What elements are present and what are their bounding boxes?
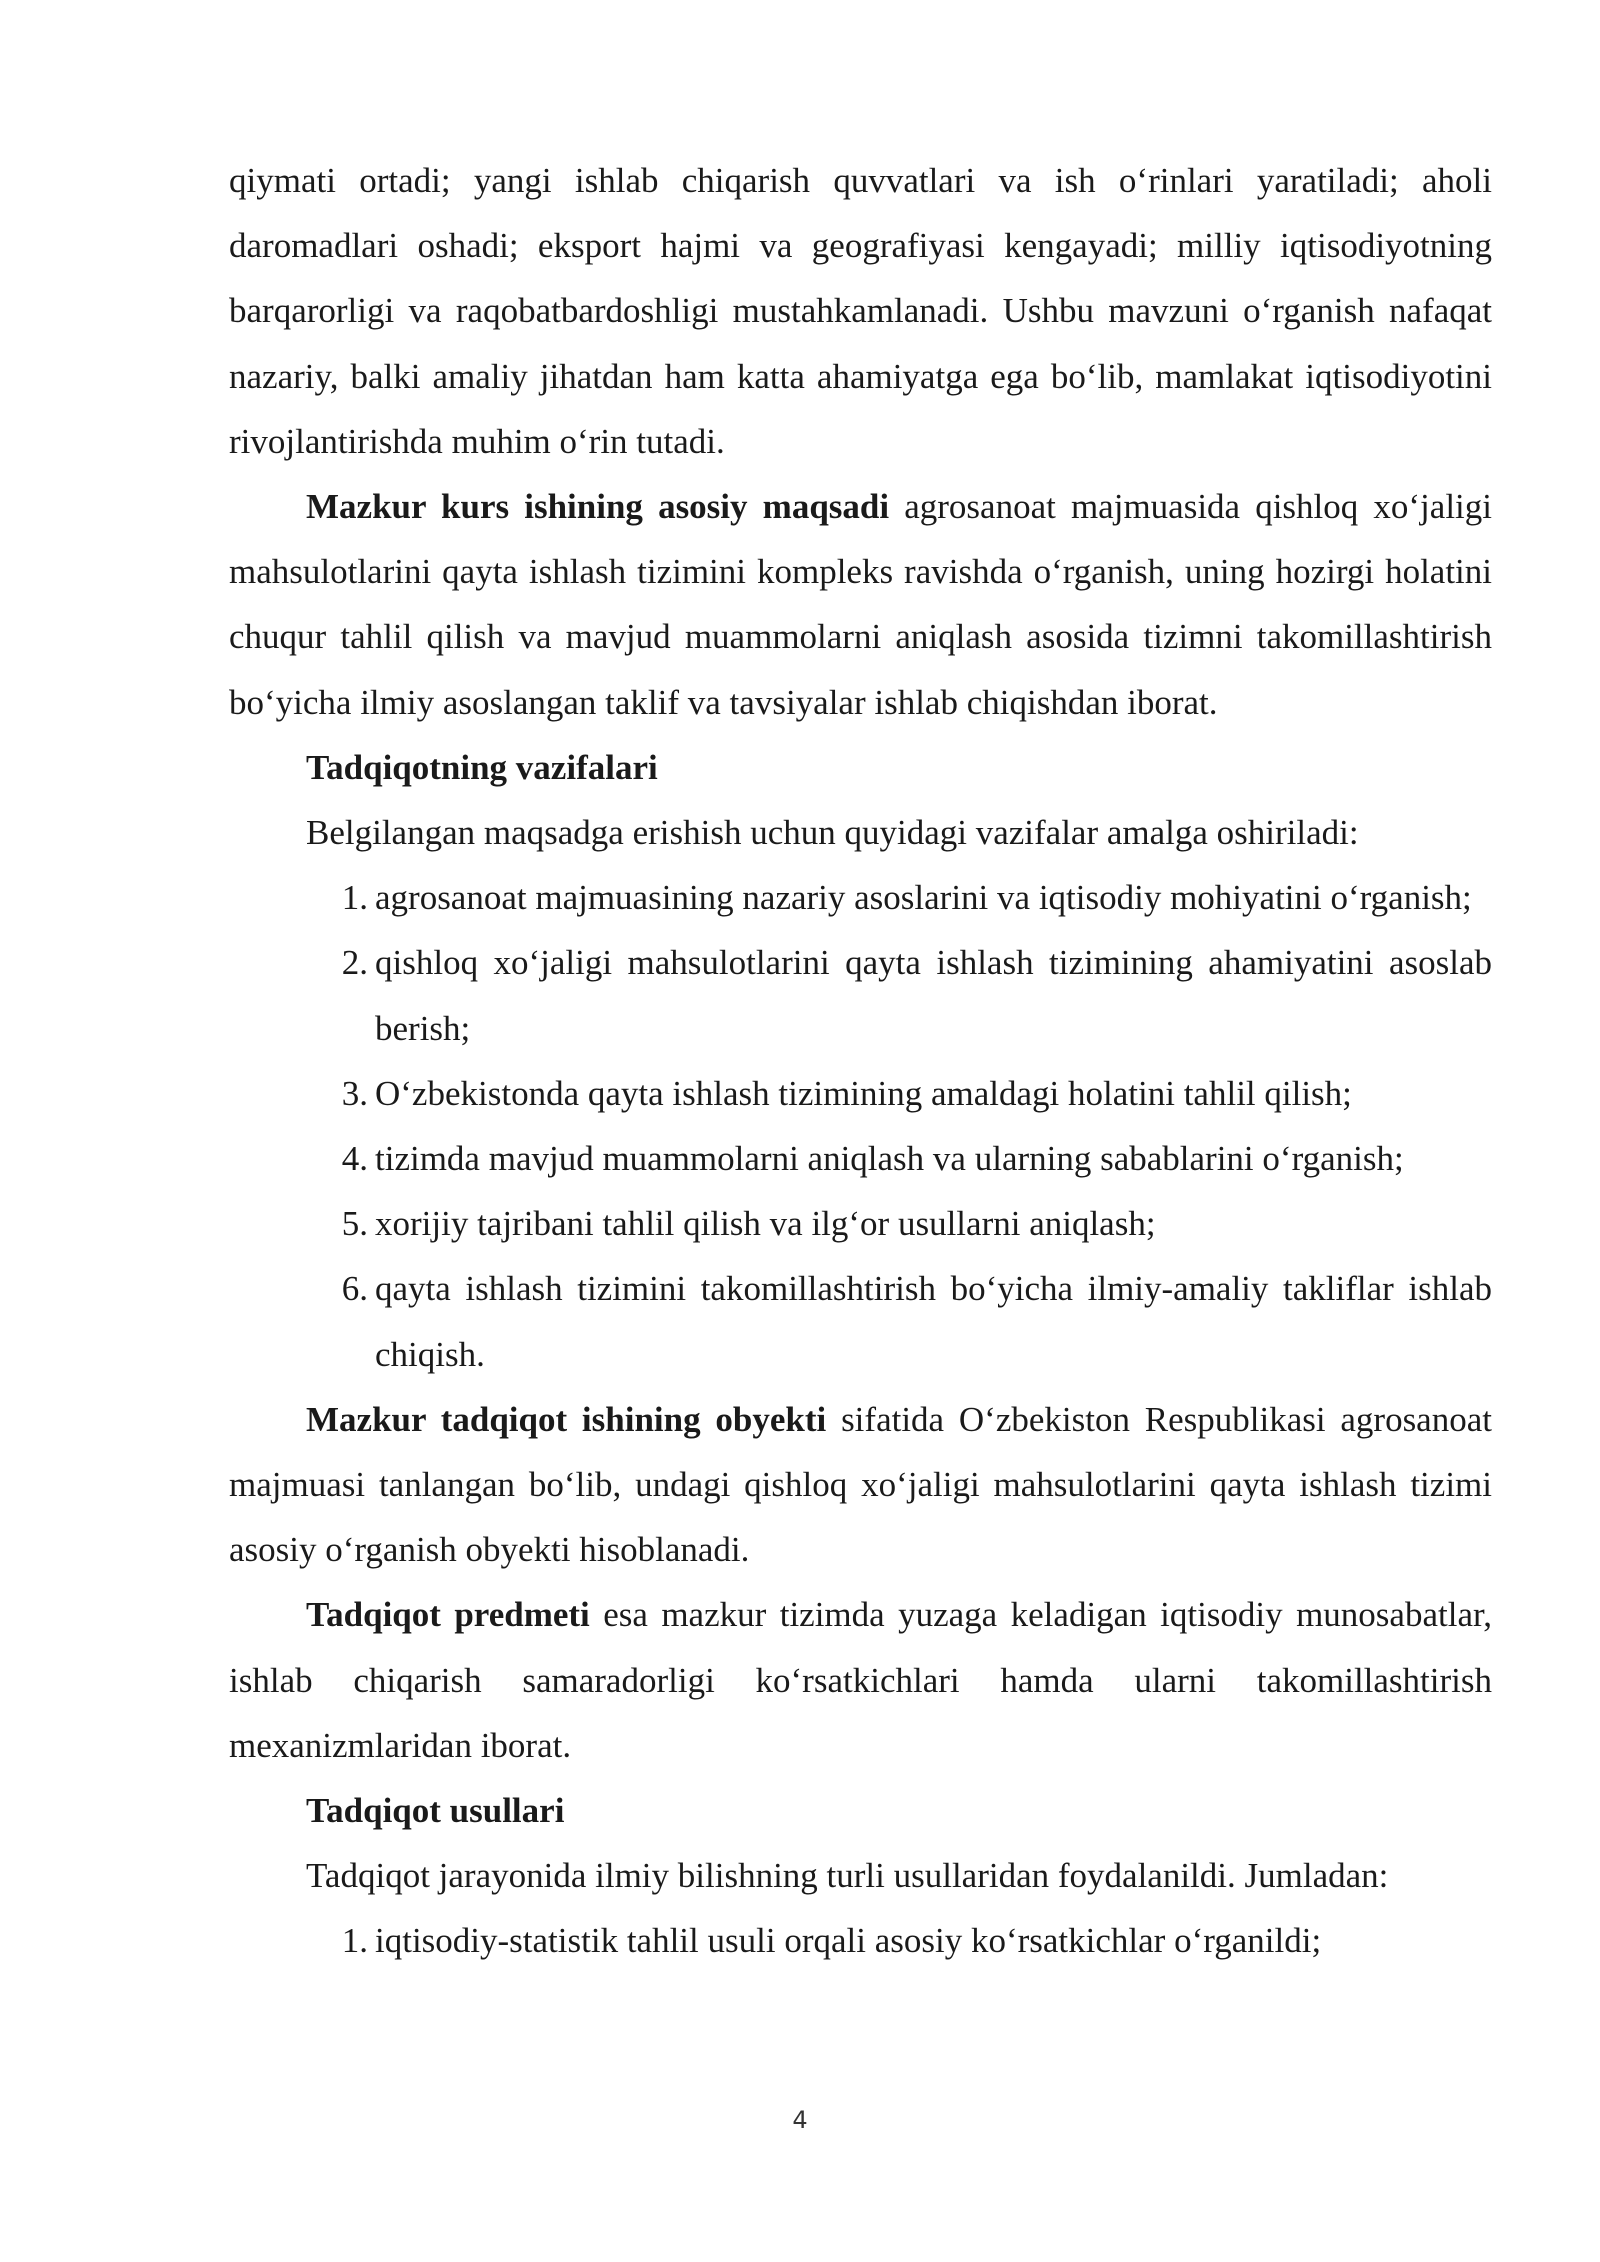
object-lead: Mazkur tadqiqot ishining obyekti bbox=[306, 1399, 827, 1439]
list-item-number: 5. bbox=[341, 1204, 368, 1244]
list-item bbox=[229, 1061, 1492, 1126]
list-item-number: 1. bbox=[341, 878, 368, 918]
goal-paragraph bbox=[229, 474, 1492, 735]
subject-text: esa mazkur tizimda yuzaga keladigan iqtisodiy munosabatlar, ishlab chiqarish samaradorligi ko‘rsatkichlari hamda ularni takomillashtirish mexanizmlaridan iborat. bbox=[229, 1595, 1492, 1765]
goal-lead: Mazkur kurs ishining asosiy maqsadi bbox=[306, 487, 890, 527]
list-item-number: 4. bbox=[341, 1139, 368, 1179]
list-item-text: O‘zbekistonda qayta ishlash tizimining amaldagi holatini tahlil qilish; bbox=[375, 1073, 1352, 1113]
tasks-intro: Belgilangan maqsadga erishish uchun quyidagi vazifalar amalga oshiriladi: bbox=[306, 813, 1359, 853]
list-item bbox=[229, 1256, 1492, 1386]
list-item-text: iqtisodiy-statistik tahlil usuli orqali asosiy ko‘rsatkichlar o‘rganildi; bbox=[375, 1921, 1322, 1961]
list-item bbox=[229, 1908, 1492, 1973]
object-text: sifatida O‘zbekiston Respublikasi agrosanoat majmuasi tanlangan bo‘lib, undagi qishloq xo‘jaligi mahsulotlarini qayta ishlash tizimi asosiy o‘rganish obyekti hisoblanadi. bbox=[229, 1399, 1492, 1570]
list-item-text: xorijiy tajribani tahlil qilish va ilg‘or usullarni aniqlash; bbox=[375, 1204, 1156, 1244]
tasks-list bbox=[229, 865, 1492, 1387]
tasks-heading: Tadqiqotning vazifalari bbox=[306, 747, 658, 787]
methods-list bbox=[229, 1908, 1492, 1973]
document-page bbox=[229, 148, 1492, 1974]
page-number: 4 bbox=[792, 2106, 808, 2134]
methods-heading: Tadqiqot usullari bbox=[306, 1791, 565, 1831]
list-item-number: 3. bbox=[341, 1073, 368, 1113]
methods-intro: Tadqiqot jarayonida ilmiy bilishning turli usullaridan foydalanildi. Jumladan: bbox=[306, 1856, 1389, 1896]
list-item-number: 6. bbox=[341, 1269, 368, 1309]
list-item-number: 2. bbox=[341, 943, 368, 983]
goal-text: agrosanoat majmuasida qishloq xo‘jaligi mahsulotlarini qayta ishlash tizimini kompleks ravishda o‘rganish, uning hozirgi holatini chuqur tahlil qilish va mavjud muammolarni aniqlash asosida tizimni takomillashtirish bo‘yicha ilmiy asoslangan taklif va tavsiyalar ishlab chiqishdan iborat. bbox=[229, 487, 1492, 722]
list-item bbox=[229, 1191, 1492, 1256]
list-item-text: qayta ishlash tizimini takomillashtirish bo‘yicha ilmiy-amaliy takliflar ishlab chiqish. bbox=[375, 1269, 1492, 1374]
object-paragraph bbox=[229, 1387, 1492, 1583]
subject-paragraph bbox=[229, 1582, 1492, 1778]
list-item-text: tizimda mavjud muammolarni aniqlash va ularning sabablarini o‘rganish; bbox=[375, 1139, 1404, 1179]
list-item-text: qishloq xo‘jaligi mahsulotlarini qayta ishlash tizimining ahamiyatini asoslab berish; bbox=[375, 943, 1492, 1048]
list-item-number: 1. bbox=[341, 1921, 368, 1961]
list-item bbox=[229, 865, 1492, 930]
list-item-text: agrosanoat majmuasining nazariy asoslarini va iqtisodiy mohiyatini o‘rganish; bbox=[375, 878, 1472, 918]
list-item bbox=[229, 1126, 1492, 1191]
list-item bbox=[229, 930, 1492, 1060]
subject-lead: Tadqiqot predmeti bbox=[306, 1595, 590, 1635]
continuation-paragraph: qiymati ortadi; yangi ishlab chiqarish quvvatlari va ish o‘rinlari yaratiladi; aholi daromadlari oshadi; eksport hajmi va geografiyasi kengayadi; milliy iqtisodiyotning barqarorligi va raqobatbardoshligi mustahkamlanadi. Ushbu mavzuni o‘rganish nafaqat nazariy, balki amaliy jihatdan ham katta ahamiyatga ega bo‘lib, mamlakat iqtisodiyotini rivojlantirishda muhim o‘rin tutadi. bbox=[229, 161, 1492, 461]
